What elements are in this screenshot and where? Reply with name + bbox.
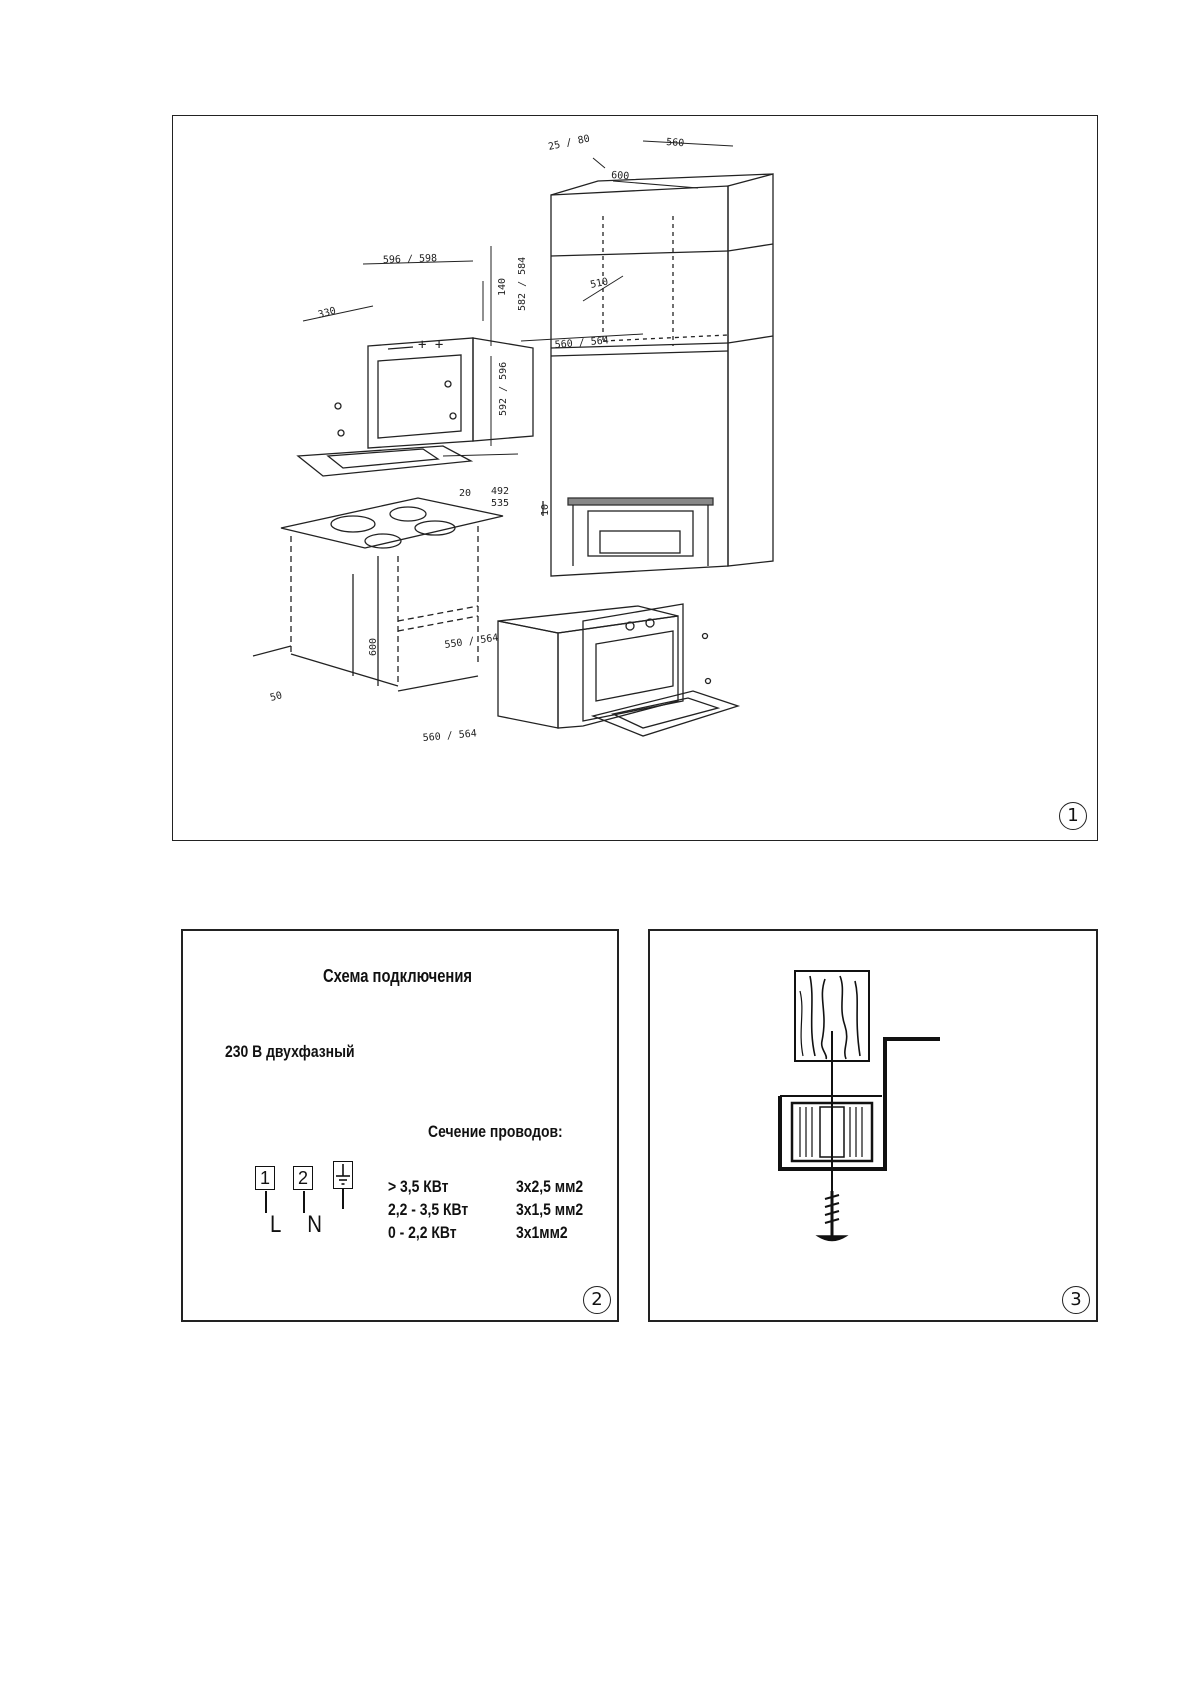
dim-330: 330 xyxy=(316,305,338,321)
figure-number-3: 3 xyxy=(1062,1286,1090,1314)
dim-596-598: 596 / 598 xyxy=(382,253,438,266)
power-row-1: > 3,5 КВт xyxy=(388,1177,449,1196)
wire-row-2: 3x1,5 мм2 xyxy=(516,1200,584,1219)
figure-number-1: 1 xyxy=(1059,802,1087,830)
scheme-title: Схема подключения xyxy=(323,966,473,986)
ground-wire xyxy=(342,1189,344,1209)
figure-mounting-screw xyxy=(648,929,1098,1322)
oven-lower xyxy=(498,604,738,736)
wire-row-3: 3x1мм2 xyxy=(516,1223,568,1242)
wire-row-1: 3x2,5 мм2 xyxy=(516,1177,584,1196)
mounting-drawing xyxy=(650,931,1100,1324)
power-row-3: 0 - 2,2 КВт xyxy=(388,1223,457,1242)
dim-140: 140 xyxy=(497,277,508,296)
terminal-1: 1 xyxy=(255,1166,275,1190)
dim-535: 535 xyxy=(491,498,510,509)
dim-560-564: 560 / 564 xyxy=(554,335,610,351)
ground-icon xyxy=(334,1162,352,1188)
dim-560-564-bottom: 560 / 564 xyxy=(422,728,478,744)
voltage-label: 230 В двухфазный xyxy=(225,1042,355,1061)
figure-number-2: 2 xyxy=(583,1286,611,1314)
figure-wiring-scheme xyxy=(181,929,619,1322)
dim-600: 600 xyxy=(368,637,379,656)
dim-20: 20 xyxy=(459,488,472,499)
terminal-2-wire xyxy=(303,1191,305,1213)
terminal-label-n: N xyxy=(307,1211,323,1238)
dim-510: 510 xyxy=(589,276,610,291)
ground-terminal xyxy=(333,1161,353,1189)
dim-10: 10 xyxy=(540,503,551,516)
terminal-label-l: L xyxy=(270,1211,282,1238)
wire-section-title: Сечение проводов: xyxy=(428,1122,563,1141)
dim-492: 492 xyxy=(491,486,510,497)
terminal-1-wire xyxy=(265,1191,267,1213)
power-row-2: 2,2 - 3,5 КВт xyxy=(388,1200,469,1219)
svg-text:+ +: + + xyxy=(418,337,444,353)
terminal-2: 2 xyxy=(293,1166,313,1190)
dim-582-584: 582 / 584 xyxy=(517,256,528,311)
dim-592-596: 592 / 596 xyxy=(498,361,509,416)
installation-drawing xyxy=(173,116,1099,842)
hob-cabinet xyxy=(253,498,503,691)
dim-550-564: 550 / 564 xyxy=(443,632,500,651)
dim-560-top: 560 xyxy=(665,137,685,150)
dim-600-top: 600 xyxy=(610,170,630,183)
dim-25-80: 25 / 80 xyxy=(547,133,591,153)
tall-cabinet xyxy=(551,174,773,576)
dim-50: 50 xyxy=(268,690,284,704)
figure-installation-diagram xyxy=(172,115,1098,841)
